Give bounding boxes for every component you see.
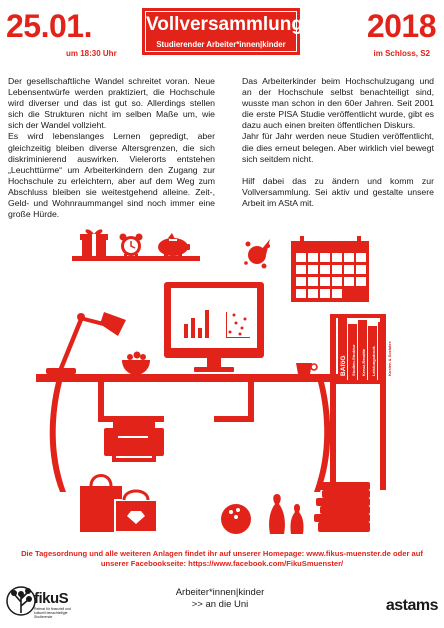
title-banner xyxy=(142,8,303,55)
gift-icon xyxy=(80,229,108,256)
book-spine-kosten: Kosten & Soziales xyxy=(387,341,392,376)
printer-icon xyxy=(104,420,164,462)
fikus-logo-icon xyxy=(6,584,36,618)
paragraph-lernen: Es wird lebenslanges Lernen gepredigt, aber gleichzeitig bleiben diverse Altersgrenzen, die sich diskriminierend auswirken. Vielerorts entstehen „Leuchttürme“ um Arbeiterkindern den Zugang zur Hochschule zu erleichtern, aber auf dem Weg zum Abschluss bleiben sie weitestgehend alleine. Zeit-, Geld- und Wohnraummangel sind noch immer eine große Hürde. xyxy=(8,131,215,220)
asta-logo: astams xyxy=(385,597,438,614)
coffee-cup-icon xyxy=(296,363,317,374)
book-stack xyxy=(314,482,370,532)
footer-tagline xyxy=(150,587,290,611)
piggy-bank-icon xyxy=(158,233,190,257)
page-subtitle: Studierender Arbeiter*innen|kinder xyxy=(156,40,286,49)
fikus-logo-text: fikuS xyxy=(34,590,69,607)
book-spine-struktur: Studien-Struktur xyxy=(351,344,356,376)
desk-top xyxy=(36,374,341,382)
book-spine-leistung: Leistungsdruck xyxy=(371,346,376,376)
text-column-left xyxy=(8,76,215,231)
text-column-right xyxy=(242,76,434,220)
footer-note-line1: Die Tagesordnung und alle weiteren Anlagen findet ihr auf unserer Homepage: www.fikus-muenster.de oder auf xyxy=(21,549,423,558)
banner-frame xyxy=(145,11,303,52)
paragraph-benachteiligung: Das Arbeiterkinder beim Hochschulzugang und an der Hochschule selbst benachteiligt sind, wusste man schon in den 60er Jahren. Seit 2001 die erste PISA Studie veröffentlicht wurde, gibt es dazu auch einen breiten öffentlichen Diskurs. xyxy=(242,76,434,131)
tagline-line2: >> an die Uni xyxy=(191,599,249,610)
bowling-ball-icon xyxy=(221,504,251,534)
paragraph-studien: Jahr für Jahr werden neue Studien veröffentlicht, die dies erneut belegen. Aber wirklich viel bewegt sich seitdem nicht. xyxy=(242,131,434,164)
desk-illustration xyxy=(0,224,444,546)
alarm-clock-icon xyxy=(120,234,143,258)
paragraph-wandel: Der gesellschaftliche Wandel schreitet voran. Neue Lebensentwürfe werden praktiziert, die Hochschule wird diverser und das ist gut so. Allerdings stellen sich die Strukturen nicht im selben Maße um, wie sich der Wandel vollzieht. xyxy=(8,76,215,131)
book-spine-bafoeg: BAföG xyxy=(340,355,347,376)
event-time: um 18:30 Uhr xyxy=(66,49,117,58)
ink-splat-icon xyxy=(244,239,270,269)
paragraph-aufruf: Hilf dabei das zu ändern und komm zur Vollversammlung. Sei aktiv und gestalte unsere Arbeit im AStA mit. xyxy=(242,175,434,208)
event-date: 25.01. xyxy=(6,8,92,44)
footer-note xyxy=(8,549,436,569)
book-spine-rendite: Kreuz-Rendite xyxy=(361,348,366,376)
bowling-pin-icon xyxy=(269,494,303,534)
event-place: im Schloss, S2 xyxy=(373,49,430,58)
desk xyxy=(36,374,341,492)
shopping-bag-icon xyxy=(80,476,157,533)
footer-note-line2: unserer Facebookseite: https://www.facebook.com/FikuSmuenster/ xyxy=(100,559,344,568)
page-title: Vollversammlung xyxy=(146,14,303,35)
event-year: 2018 xyxy=(366,8,436,44)
monitor-icon xyxy=(164,282,264,372)
tagline-line1: Arbeiter*innen|kinder xyxy=(175,587,265,598)
desk-lamp-icon xyxy=(46,312,126,374)
fikus-logo-subtitle: Referat für finanziell und kulturell benachteiligte Studierende xyxy=(34,607,71,619)
bowl-icon xyxy=(122,352,150,376)
